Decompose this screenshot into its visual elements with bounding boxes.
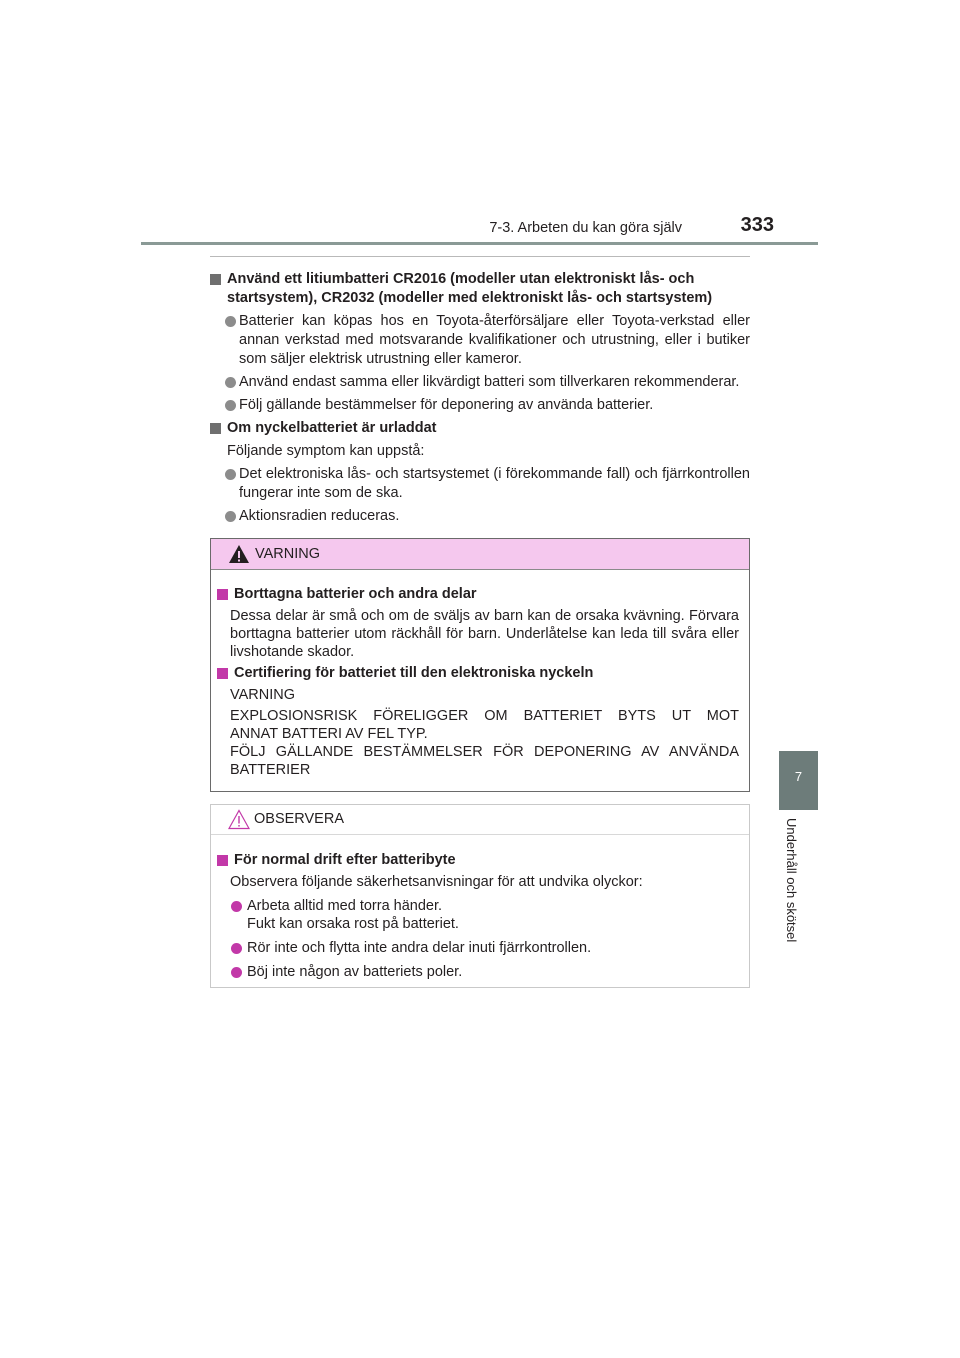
circle-bullet-icon xyxy=(225,511,236,522)
warning-header xyxy=(211,539,749,570)
notice-heading: För normal drift efter batteribyte xyxy=(217,851,739,869)
list-item: Rör inte och flytta inte andra delar inuti fjärrkontrollen. xyxy=(217,939,739,957)
header-rule xyxy=(141,242,818,245)
square-bullet-icon xyxy=(210,274,221,285)
chapter-tab-label-text: Underhåll och skötsel xyxy=(784,818,799,943)
circle-bullet-icon xyxy=(231,901,242,912)
notice-intro: Observera följande säkerhetsanvisningar för att undvika olyckor: xyxy=(230,874,643,890)
warning-caps-line: FÖLJ GÄLLANDE BESTÄMMELSER FÖR DEPONERING AV ANVÄNDA xyxy=(230,744,739,760)
warning-title: VARNING xyxy=(255,546,320,562)
square-bullet-icon xyxy=(217,855,228,866)
list-item: Följ gällande bestämmelser för deponering av använda batterier. xyxy=(210,396,750,415)
page-number: 333 xyxy=(740,214,774,236)
list-item: Batterier kan köpas hos en Toyota-återförsäljare eller Toyota-verkstad eller annan verkstad med motsvarande kvalifikationer och utrustning, eller i butiker som säljer elektrisk utrustning eller kameror. xyxy=(210,312,750,369)
chapter-tab[interactable]: 7 xyxy=(779,751,818,810)
list-item: Böj inte någon av batteriets poler. xyxy=(217,963,739,981)
notice-header xyxy=(211,805,749,835)
square-bullet-icon xyxy=(217,589,228,600)
circle-bullet-icon xyxy=(231,967,242,978)
notice-title: OBSERVERA xyxy=(254,811,344,827)
chapter-tab-label xyxy=(784,818,812,968)
warning-heading-removed-parts: Borttagna batterier och andra delar xyxy=(217,585,739,603)
warning-caps-line: EXPLOSIONSRISK FÖRELIGGER OM BATTERIET BYTS UT MOT xyxy=(230,708,739,724)
section-heading-battery-type: Använd ett litiumbatteri CR2016 (modeller utan elektroniskt lås- och startsystem), CR2032 (modeller med elektroniskt lås- och startsystem) xyxy=(210,270,750,308)
chapter-title: 7-3. Arbeten du kan göra själv xyxy=(489,220,682,236)
square-bullet-icon xyxy=(210,423,221,434)
list-item: Aktionsradien reduceras. xyxy=(210,507,750,526)
square-bullet-icon xyxy=(217,668,228,679)
circle-bullet-icon xyxy=(225,377,236,388)
notice-box xyxy=(210,804,750,988)
circle-bullet-icon xyxy=(225,400,236,411)
list-item: Använd endast samma eller likvärdigt batteri som tillverkaren rekommenderar. xyxy=(210,373,750,392)
notice-body xyxy=(211,835,749,981)
circle-bullet-icon xyxy=(231,943,242,954)
section-rule xyxy=(210,256,750,257)
circle-bullet-icon xyxy=(225,316,236,327)
list-item: Arbeta alltid med torra händer. Fukt kan orsaka rost på batteriet. xyxy=(217,897,739,933)
section-heading-battery-empty: Om nyckelbatteriet är urladdat xyxy=(210,419,750,438)
main-content xyxy=(210,266,750,526)
warning-body xyxy=(211,570,749,779)
circle-bullet-icon xyxy=(225,469,236,480)
warning-triangle-icon xyxy=(228,544,250,564)
warning-text: Dessa delar är små och om de sväljs av barn kan de orsaka kvävning. Förvara borttagna batterier utom räckhåll för barn. Underlåtelse kan leda till svåra eller livshotande skador. xyxy=(230,608,739,660)
warning-box xyxy=(210,538,750,792)
warning-caps-line: ANNAT BATTERI AV FEL TYP. xyxy=(230,726,428,742)
list-item: Det elektroniska lås- och startsystemet (i förekommande fall) och fjärrkontrollen fungerar inte som de ska. xyxy=(210,465,750,503)
warning-label: VARNING xyxy=(230,687,295,703)
warning-caps-line: BATTERIER xyxy=(230,762,311,778)
caution-triangle-icon xyxy=(228,809,250,830)
warning-heading-certification: Certifiering för batteriet till den elektroniska nyckeln xyxy=(217,664,739,682)
section-intro: Följande symptom kan uppstå: xyxy=(227,443,425,459)
